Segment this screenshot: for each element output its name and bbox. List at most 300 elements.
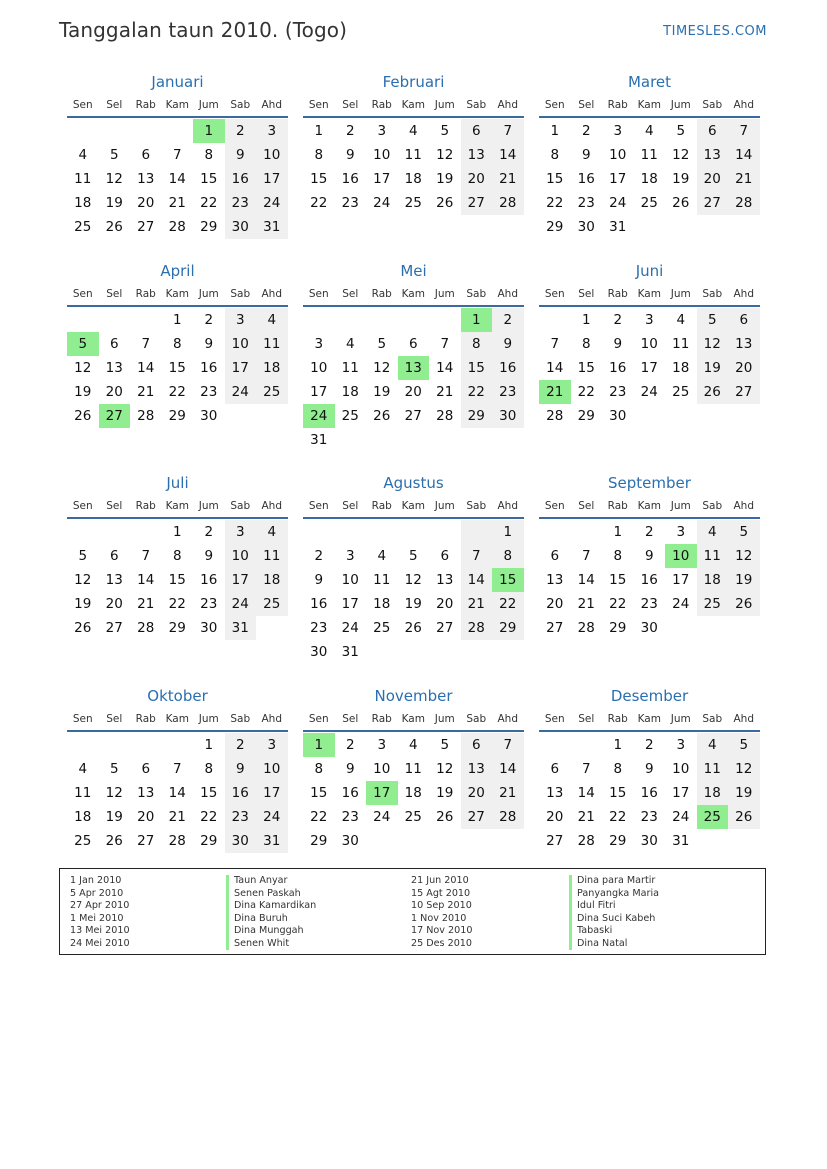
day-cell: 26 <box>436 809 454 825</box>
day-cell: 30 <box>225 215 257 239</box>
weekday-label: Sel <box>578 288 595 300</box>
day-cell: 2 <box>492 308 524 332</box>
day-cell: 18 <box>404 785 422 801</box>
weekday-label: Jum <box>434 713 455 725</box>
day-cell: 3 <box>613 123 623 139</box>
day-cell: 20 <box>137 809 155 825</box>
day-cell: 20 <box>105 596 123 612</box>
weekday-label: Sen <box>308 288 329 300</box>
weekday-label: Jum <box>434 288 455 300</box>
weekday-label: Kam <box>637 500 661 512</box>
weekday-header <box>539 94 760 116</box>
day-cell: 28 <box>577 620 595 636</box>
empty-cell <box>539 308 571 332</box>
day-cell: 2 <box>644 737 654 753</box>
day-cell: 5 <box>408 548 418 564</box>
day-cell: 23 <box>225 805 257 829</box>
day-cell: 4 <box>408 123 418 139</box>
day-cell: 18 <box>672 360 690 376</box>
day-cell: 8 <box>492 544 524 568</box>
day-cell: 17 <box>256 781 288 805</box>
day-cell: 13 <box>105 360 123 376</box>
day-cell: 17 <box>225 356 257 380</box>
day-cell: 16 <box>609 360 627 376</box>
day-cell: 23 <box>200 596 218 612</box>
day-cell: 30 <box>609 408 627 424</box>
month-oktober <box>67 686 288 853</box>
day-cell: 13 <box>137 785 155 801</box>
weekday-label: Sab <box>230 500 251 512</box>
day-cell: 28 <box>168 219 186 235</box>
day-cell: 8 <box>204 761 214 777</box>
weekday-label: Rab <box>135 99 156 111</box>
day-cell: 5 <box>440 123 450 139</box>
day-cell: 9 <box>345 761 355 777</box>
day-cell: 28 <box>137 620 155 636</box>
weekday-label: Kam <box>401 99 425 111</box>
day-cell: 14 <box>546 360 564 376</box>
day-cell: 31 <box>609 219 627 235</box>
legend-dates-right <box>411 875 472 950</box>
day-cell: 9 <box>225 143 257 167</box>
day-cell: 19 <box>74 384 92 400</box>
day-cell: 7 <box>440 336 450 352</box>
weekday-label: Ahd <box>261 288 282 300</box>
day-cell: 20 <box>105 384 123 400</box>
weekday-label: Jum <box>670 713 691 725</box>
weekday-label: Sab <box>702 500 723 512</box>
legend-entry: 1 Jan 2010 <box>70 875 122 886</box>
day-cell: 25 <box>640 195 658 211</box>
day-cell: 14 <box>137 572 155 588</box>
day-cell: 24 <box>672 809 690 825</box>
month-februari <box>303 72 524 215</box>
day-cell: 11 <box>256 544 288 568</box>
weekday-label: Sel <box>106 99 123 111</box>
day-cell: 24 <box>303 404 335 428</box>
weekday-header <box>539 283 760 305</box>
day-cell: 22 <box>492 592 524 616</box>
day-cell: 15 <box>310 171 328 187</box>
day-cell: 23 <box>341 809 359 825</box>
weekday-header <box>303 94 524 116</box>
day-cell: 24 <box>640 384 658 400</box>
weekday-label: Kam <box>401 288 425 300</box>
day-cell: 11 <box>256 332 288 356</box>
day-cell: 28 <box>137 408 155 424</box>
weekday-label: Rab <box>371 713 392 725</box>
day-cell: 19 <box>404 596 422 612</box>
day-cell: 25 <box>404 195 422 211</box>
day-cell: 22 <box>168 596 186 612</box>
month-name: Agustus <box>383 474 444 492</box>
weekday-label: Sel <box>106 288 123 300</box>
day-cell: 20 <box>546 596 564 612</box>
legend-entry: 10 Sep 2010 <box>411 900 472 911</box>
day-cell: 22 <box>200 195 218 211</box>
day-cell: 7 <box>141 336 151 352</box>
empty-cell <box>335 308 367 332</box>
day-cell: 23 <box>341 195 359 211</box>
day-grid <box>303 118 524 215</box>
empty-cell <box>429 308 461 332</box>
day-cell: 12 <box>74 572 92 588</box>
day-cell: 11 <box>74 171 92 187</box>
day-cell: 28 <box>168 833 186 849</box>
day-cell: 20 <box>461 167 493 191</box>
day-cell: 4 <box>408 737 418 753</box>
day-cell: 16 <box>640 785 658 801</box>
empty-cell <box>162 733 194 757</box>
day-cell: 15 <box>200 785 218 801</box>
weekday-label: Sen <box>72 288 93 300</box>
day-cell: 4 <box>644 123 654 139</box>
day-cell: 8 <box>172 548 182 564</box>
day-cell: 20 <box>137 195 155 211</box>
day-cell: 21 <box>492 167 524 191</box>
day-cell: 1 <box>492 520 524 544</box>
legend-entry: Dina Suci Kabeh <box>569 913 659 926</box>
day-cell: 15 <box>492 568 524 592</box>
day-cell: 22 <box>310 195 328 211</box>
weekday-label: Sab <box>702 99 723 111</box>
legend-entry: 5 Apr 2010 <box>70 887 124 899</box>
day-cell: 18 <box>256 568 288 592</box>
day-cell: 14 <box>168 785 186 801</box>
legend-entry: Taun Anyar <box>226 875 316 888</box>
day-cell: 22 <box>310 809 328 825</box>
day-cell: 5 <box>728 733 760 757</box>
empty-cell <box>398 308 430 332</box>
day-cell: 7 <box>728 119 760 143</box>
day-cell: 30 <box>341 833 359 849</box>
legend-entry: 25 Des 2010 <box>411 937 473 949</box>
day-cell: 24 <box>256 191 288 215</box>
empty-cell <box>303 520 335 544</box>
day-cell: 17 <box>640 360 658 376</box>
day-cell: 25 <box>373 620 391 636</box>
day-cell: 17 <box>341 596 359 612</box>
day-cell: 3 <box>225 520 257 544</box>
day-cell: 29 <box>310 833 328 849</box>
weekday-label: Kam <box>637 288 661 300</box>
day-cell: 16 <box>225 167 257 191</box>
legend-entry: Dina para Martir <box>569 875 659 888</box>
day-cell: 15 <box>546 171 564 187</box>
weekday-label: Rab <box>371 288 392 300</box>
day-cell: 27 <box>99 404 131 428</box>
day-cell: 30 <box>640 833 658 849</box>
weekday-label: Ahd <box>497 288 518 300</box>
weekday-label: Sen <box>308 99 329 111</box>
month-name: Juni <box>635 262 664 280</box>
day-cell: 29 <box>168 620 186 636</box>
day-cell: 18 <box>697 568 729 592</box>
day-cell: 5 <box>109 761 119 777</box>
day-cell: 2 <box>314 548 324 564</box>
day-cell: 7 <box>141 548 151 564</box>
day-cell: 12 <box>404 572 422 588</box>
weekday-label: Sab <box>466 500 487 512</box>
weekday-label: Sel <box>342 500 359 512</box>
day-cell: 19 <box>74 596 92 612</box>
day-cell: 10 <box>225 332 257 356</box>
day-cell: 11 <box>697 544 729 568</box>
weekday-label: Sab <box>230 99 251 111</box>
day-cell: 27 <box>461 191 493 215</box>
weekday-label: Rab <box>135 500 156 512</box>
day-grid <box>539 519 760 640</box>
day-cell: 26 <box>697 380 729 404</box>
day-cell: 9 <box>644 548 654 564</box>
day-cell: 29 <box>609 833 627 849</box>
weekday-label: Sen <box>72 713 93 725</box>
day-cell: 13 <box>697 143 729 167</box>
weekday-header <box>539 708 760 730</box>
day-cell: 17 <box>366 781 398 805</box>
legend-entry: Senen Whit <box>226 938 316 951</box>
weekday-label: Sen <box>72 500 93 512</box>
weekday-label: Jum <box>434 500 455 512</box>
day-cell: 9 <box>225 757 257 781</box>
day-cell: 23 <box>640 809 658 825</box>
day-cell: 29 <box>200 833 218 849</box>
day-cell: 8 <box>461 332 493 356</box>
day-cell: 21 <box>168 809 186 825</box>
empty-cell <box>67 520 99 544</box>
day-cell: 4 <box>78 761 88 777</box>
day-cell: 22 <box>577 384 595 400</box>
day-cell: 20 <box>697 167 729 191</box>
day-cell: 17 <box>225 568 257 592</box>
day-cell: 13 <box>137 171 155 187</box>
page-title: Tanggalan taun 2010. (Togo) <box>59 18 348 42</box>
day-cell: 3 <box>644 312 654 328</box>
day-cell: 6 <box>697 119 729 143</box>
day-cell: 8 <box>204 147 214 163</box>
day-cell: 6 <box>440 548 450 564</box>
weekday-label: Kam <box>401 500 425 512</box>
weekday-label: Rab <box>607 500 628 512</box>
weekday-label: Jum <box>198 99 219 111</box>
day-cell: 10 <box>609 147 627 163</box>
day-cell: 1 <box>204 737 214 753</box>
day-grid <box>67 118 288 239</box>
day-cell: 25 <box>697 805 729 829</box>
day-cell: 2 <box>204 312 214 328</box>
day-cell: 10 <box>256 143 288 167</box>
empty-cell <box>398 520 430 544</box>
day-cell: 10 <box>256 757 288 781</box>
day-cell: 8 <box>613 761 623 777</box>
day-cell: 14 <box>492 757 524 781</box>
day-cell: 16 <box>341 171 359 187</box>
day-cell: 7 <box>550 336 560 352</box>
day-cell: 4 <box>256 308 288 332</box>
day-cell: 18 <box>74 809 92 825</box>
day-cell: 9 <box>613 336 623 352</box>
day-cell: 7 <box>581 761 591 777</box>
day-cell: 29 <box>492 616 524 640</box>
day-cell: 14 <box>577 572 595 588</box>
day-cell: 24 <box>225 380 257 404</box>
weekday-label: Sel <box>578 99 595 111</box>
empty-cell <box>461 520 493 544</box>
legend-entry: Dina Kamardikan <box>226 900 316 913</box>
day-cell: 21 <box>137 384 155 400</box>
day-cell: 2 <box>225 733 257 757</box>
day-cell: 12 <box>373 360 391 376</box>
legend-entry: 15 Agt 2010 <box>411 887 471 899</box>
day-cell: 23 <box>609 384 627 400</box>
day-cell: 5 <box>377 336 387 352</box>
day-cell: 16 <box>492 356 524 380</box>
day-cell: 10 <box>310 360 328 376</box>
day-cell: 1 <box>613 737 623 753</box>
day-cell: 1 <box>303 733 335 757</box>
month-september <box>539 473 760 640</box>
day-cell: 26 <box>728 592 760 616</box>
day-cell: 13 <box>105 572 123 588</box>
day-cell: 31 <box>256 829 288 853</box>
weekday-label: Rab <box>607 99 628 111</box>
day-cell: 13 <box>461 143 493 167</box>
day-cell: 23 <box>577 195 595 211</box>
day-cell: 31 <box>672 833 690 849</box>
day-grid <box>303 519 524 664</box>
weekday-label: Sel <box>342 288 359 300</box>
day-cell: 17 <box>256 167 288 191</box>
brand-link[interactable]: TIMESLES.COM <box>663 24 767 39</box>
day-cell: 15 <box>168 572 186 588</box>
day-cell: 16 <box>200 572 218 588</box>
month-januari <box>67 72 288 239</box>
day-cell: 25 <box>256 380 288 404</box>
day-cell: 9 <box>492 332 524 356</box>
day-cell: 14 <box>137 360 155 376</box>
weekday-label: Sab <box>466 99 487 111</box>
legend-entry: 1 Mei 2010 <box>70 912 124 924</box>
weekday-label: Jum <box>198 713 219 725</box>
weekday-label: Sel <box>342 713 359 725</box>
day-cell: 29 <box>461 404 493 428</box>
empty-cell <box>99 520 131 544</box>
day-cell: 2 <box>204 524 214 540</box>
day-cell: 13 <box>461 757 493 781</box>
day-cell: 26 <box>105 219 123 235</box>
weekday-label: Rab <box>371 99 392 111</box>
empty-cell <box>366 308 398 332</box>
day-cell: 5 <box>728 520 760 544</box>
day-cell: 2 <box>345 123 355 139</box>
day-cell: 12 <box>105 785 123 801</box>
day-cell: 29 <box>577 408 595 424</box>
day-grid <box>539 732 760 853</box>
month-name: September <box>608 474 691 492</box>
weekday-label: Ahd <box>733 500 754 512</box>
day-grid <box>67 519 288 640</box>
day-cell: 25 <box>256 592 288 616</box>
day-cell: 20 <box>461 781 493 805</box>
day-cell: 15 <box>609 785 627 801</box>
month-name: November <box>374 687 453 705</box>
weekday-label: Sen <box>544 99 565 111</box>
day-cell: 31 <box>341 644 359 660</box>
empty-cell <box>539 733 571 757</box>
day-cell: 25 <box>697 592 729 616</box>
day-cell: 2 <box>613 312 623 328</box>
weekday-label: Kam <box>637 713 661 725</box>
day-cell: 23 <box>640 596 658 612</box>
day-cell: 1 <box>193 119 225 143</box>
day-cell: 11 <box>697 757 729 781</box>
day-cell: 15 <box>609 572 627 588</box>
day-cell: 16 <box>640 572 658 588</box>
day-cell: 12 <box>728 757 760 781</box>
day-cell: 13 <box>398 356 430 380</box>
day-cell: 26 <box>74 408 92 424</box>
day-cell: 22 <box>168 384 186 400</box>
day-cell: 27 <box>137 833 155 849</box>
weekday-label: Jum <box>670 500 691 512</box>
weekday-label: Sel <box>106 500 123 512</box>
day-cell: 14 <box>728 143 760 167</box>
weekday-header <box>303 708 524 730</box>
day-cell: 26 <box>373 408 391 424</box>
day-cell: 21 <box>168 195 186 211</box>
day-cell: 22 <box>200 809 218 825</box>
day-cell: 6 <box>728 308 760 332</box>
day-cell: 7 <box>172 761 182 777</box>
day-cell: 3 <box>256 119 288 143</box>
empty-cell <box>99 119 131 143</box>
day-cell: 23 <box>200 384 218 400</box>
day-cell: 23 <box>492 380 524 404</box>
day-cell: 30 <box>310 644 328 660</box>
day-cell: 21 <box>577 809 595 825</box>
empty-cell <box>67 308 99 332</box>
day-cell: 25 <box>74 833 92 849</box>
day-cell: 14 <box>168 171 186 187</box>
day-cell: 10 <box>672 761 690 777</box>
day-cell: 8 <box>314 761 324 777</box>
empty-cell <box>67 119 99 143</box>
month-name: Juli <box>166 474 189 492</box>
day-cell: 9 <box>581 147 591 163</box>
day-cell: 20 <box>436 596 454 612</box>
weekday-label: Sel <box>106 713 123 725</box>
day-cell: 1 <box>550 123 560 139</box>
day-cell: 6 <box>461 733 493 757</box>
month-agustus <box>303 473 524 664</box>
day-cell: 22 <box>546 195 564 211</box>
day-cell: 28 <box>461 616 493 640</box>
day-cell: 13 <box>436 572 454 588</box>
day-cell: 11 <box>341 360 359 376</box>
day-cell: 16 <box>341 785 359 801</box>
weekday-label: Kam <box>165 500 189 512</box>
month-desember <box>539 686 760 853</box>
legend-entry: Idul Fitri <box>569 900 659 913</box>
day-cell: 12 <box>436 761 454 777</box>
day-cell: 27 <box>404 408 422 424</box>
day-cell: 9 <box>345 147 355 163</box>
day-cell: 12 <box>105 171 123 187</box>
weekday-label: Kam <box>165 288 189 300</box>
day-cell: 27 <box>728 380 760 404</box>
day-cell: 24 <box>373 809 391 825</box>
day-cell: 24 <box>672 596 690 612</box>
